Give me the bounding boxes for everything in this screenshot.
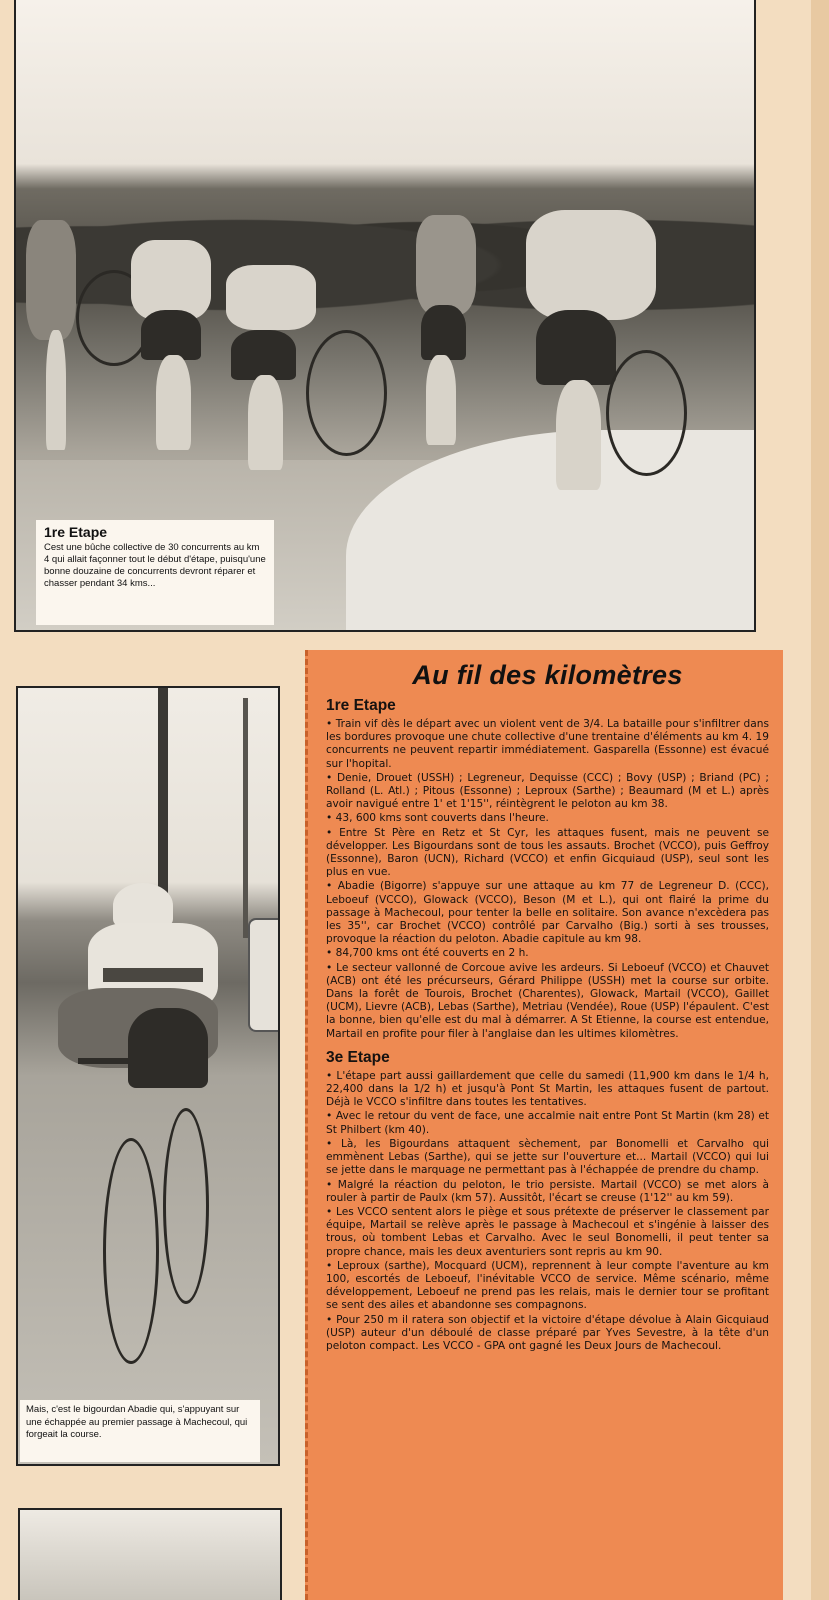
left-photo-caption (20, 1400, 260, 1462)
rider-1-legs (46, 330, 66, 450)
stage-1-paragraph: • 84,700 kms ont été couverts en 2 h. (326, 947, 529, 960)
front-wheel (103, 1138, 159, 1364)
bottom-photo-partial (18, 1508, 282, 1600)
adjacent-column-scrap (283, 625, 305, 715)
stage-3-paragraph: • Pour 250 m il ratera son objectif et la victoire d'étape dévolue à Alain Gicquiaud (USP) auteur d'un déboulé de classe préparé par Yves Sevestre, à la tête d'un peloton compact. Les VCCO - GPA ont gagné les Deux Jours de Machecoul. (326, 1313, 769, 1352)
cyclist-helmet (113, 883, 173, 928)
rider-5-shorts (536, 310, 616, 385)
stage-3-paragraph: • Là, les Bigourdans attaquent sèchement, par Bonomelli et Carvalho qui emmènent Lebas (Sarthe), qui se jette sur l'ouverture et... Martail (VCCO) qui lui se jette dans le marquage ne permettant pas à l'échappée de prendre du champ. (326, 1137, 769, 1177)
stage-1-paragraph: • Le secteur vallonné de Corcoue avive les ardeurs. Si Leboeuf (VCCO) et Chauvet (ACB) ont été les précurseurs, Gérard Philippe (USSH) met la course sur orbite. Dans la forêt de Tourois, Brochet (Charentes), Glowack, Martail (VCCO), Gaillet (UCM), Lievre (ACB), Lebas (Sarthe), Metriau (Vendée), Roue (USP) l'épaulent. C'est la bonne, bien qu'elle est du mal à démarrer. A St Etienne, la course est entendue, Martail en profite pour filer à l'anglaise dan les ultimes kilomètres. (326, 961, 769, 1040)
stage-1-title: 1re Etape (326, 697, 396, 714)
rider-3-legs (248, 375, 283, 470)
rider-5-legs (556, 380, 601, 490)
article-title: Au fil des kilomètres (412, 660, 683, 690)
stage-1-paragraph: • Train vif dès le départ avec un violent vent de 3/4. La bataille pour s'infiltrer dans les bordures provoque une chute collective d'une trentaine d'éléments au km 4. 19 concurrents ne peuvent repartir immédiatement. Gasparella (Essonne) est évacué sur l'hopital. (326, 718, 769, 770)
rider-5 (526, 210, 656, 320)
top-photo-cyclists (14, 0, 756, 632)
rear-wheel (163, 1108, 209, 1304)
rider-2 (131, 240, 211, 320)
wheel (306, 330, 387, 456)
top-photo-caption (36, 520, 274, 625)
stage-3-paragraph: • Malgré la réaction du peloton, le trio persiste. Martail (VCCO) se met alors à rouler à partir de Paulx (km 57). Aussitôt, l'écart se creuse (1'12'' au km 59). (326, 1178, 769, 1204)
lamp-post (243, 698, 248, 938)
stage-1-paragraph: • Denie, Drouet (USSH) ; Legreneur, Dequisse (CCC) ; Bovy (USP) ; Briand (PC) ; Rolland (L. Atl.) ; Pitous (Essonne) ; Leproux (Sarthe) ; Beaumard (M et L.) après avoir navigué entre 1' et 1'15'', réintègrent le peloton au km 38. (326, 771, 769, 811)
left-photo-cyclist (16, 686, 280, 1466)
caption-text: Mais, c'est le bigourdan Abadie qui, s'appuyant sur une échappée au premier passage à Machecoul, qui forgeait la course. (26, 1404, 248, 1440)
cyclist-shorts (128, 1008, 208, 1088)
stage-3-paragraph: • L'étape part aussi gaillardement que celle du samedi (11,900 km dans le 1/4 h, 22,400 dans la 1/2 h) et jusqu'à Pont St Martin, les attaques fusent de partout. Déjà le VCCO s'infiltre dans toutes les tentatives. (326, 1069, 769, 1109)
stage-3-paragraph: • Leproux (sarthe), Mocquard (UCM), reprennent à leur compte l'aventure au km 100, escortés de Leboeuf, l'inévitable VCCO de service. Même scénario, même développement, Leboeuf ne prend pas les relais, mais le dernier tour se profitant se sent des ailes et abandonne ses compagnons. (326, 1259, 769, 1312)
stage-1-paragraph: • 43, 600 kms sont couverts dans l'heure. (326, 812, 549, 825)
article-au-fil-des-kilometres (305, 650, 783, 1600)
caption-text: Cest une bûche collective de 30 concurrents au km 4 qui allait façonner tout le début d'étape, puisqu'une bonne douzaine de concurrents devront réparer et chasser pendant 34 kms... (44, 542, 266, 589)
rider-2-legs (156, 355, 191, 450)
jersey-band (103, 968, 203, 982)
stage-1-paragraph: • Abadie (Bigorre) s'appuye sur une attaque au km 77 de Legreneur D. (CCC), Leboeuf (VCCO), Glowack (VCCO), Beson (M et L.), qui ont flairé la prime du passage à Machecoul, pour tenter la belle en solitaire. Son avance n'excèdera pas les 35'', car Brochet (VCCO) contrôlé par Carvalho (Big.) sorti à ses trousses, provoque la réaction du peloton. Abadie capitule au km 98. (326, 880, 769, 946)
rider-1 (26, 220, 76, 340)
rider-3 (226, 265, 316, 330)
parked-car (248, 918, 280, 1032)
stage-3-paragraph: • Les VCCO sentent alors le piège et sous prétexte de préserver le classement par équipe, Martail se relève après le passage à Machecoul et s'ingénie à laisser des trous, où tombent Lebas et Carvalho. Avec le seul Bonomelli, il peut tenter sa propre chance, mais les deux aventuriers sont repris au km 90. (326, 1205, 769, 1258)
rider-2-shorts (141, 310, 201, 360)
stage-3-paragraph: • Avec le retour du vent de face, une accalmie nait entre Pont St Martin (km 28) et St Philbert (km 40). (326, 1110, 769, 1136)
stage-3-title: 3e Etape (326, 1048, 390, 1066)
rider-3-shorts (231, 330, 296, 380)
paper-edge (811, 0, 829, 1600)
rider-4 (416, 215, 476, 315)
handlebar (78, 1058, 198, 1064)
caption-title: 1re Etape (44, 524, 108, 540)
stage-1-paragraph: • Entre St Père en Retz et St Cyr, les attaques fusent, mais ne peuvent se développer. Les Bigourdans sont de tous les assauts. Brochet (VCCO), puis Geffroy (Essonne), Baron (UCN), Richard (VCCO) et enfin Gicquiaud (USP), seul sont les plus en vue. (326, 826, 769, 879)
rider-4-legs (426, 355, 456, 445)
wheel (606, 350, 687, 476)
rider-4-shorts (421, 305, 466, 360)
